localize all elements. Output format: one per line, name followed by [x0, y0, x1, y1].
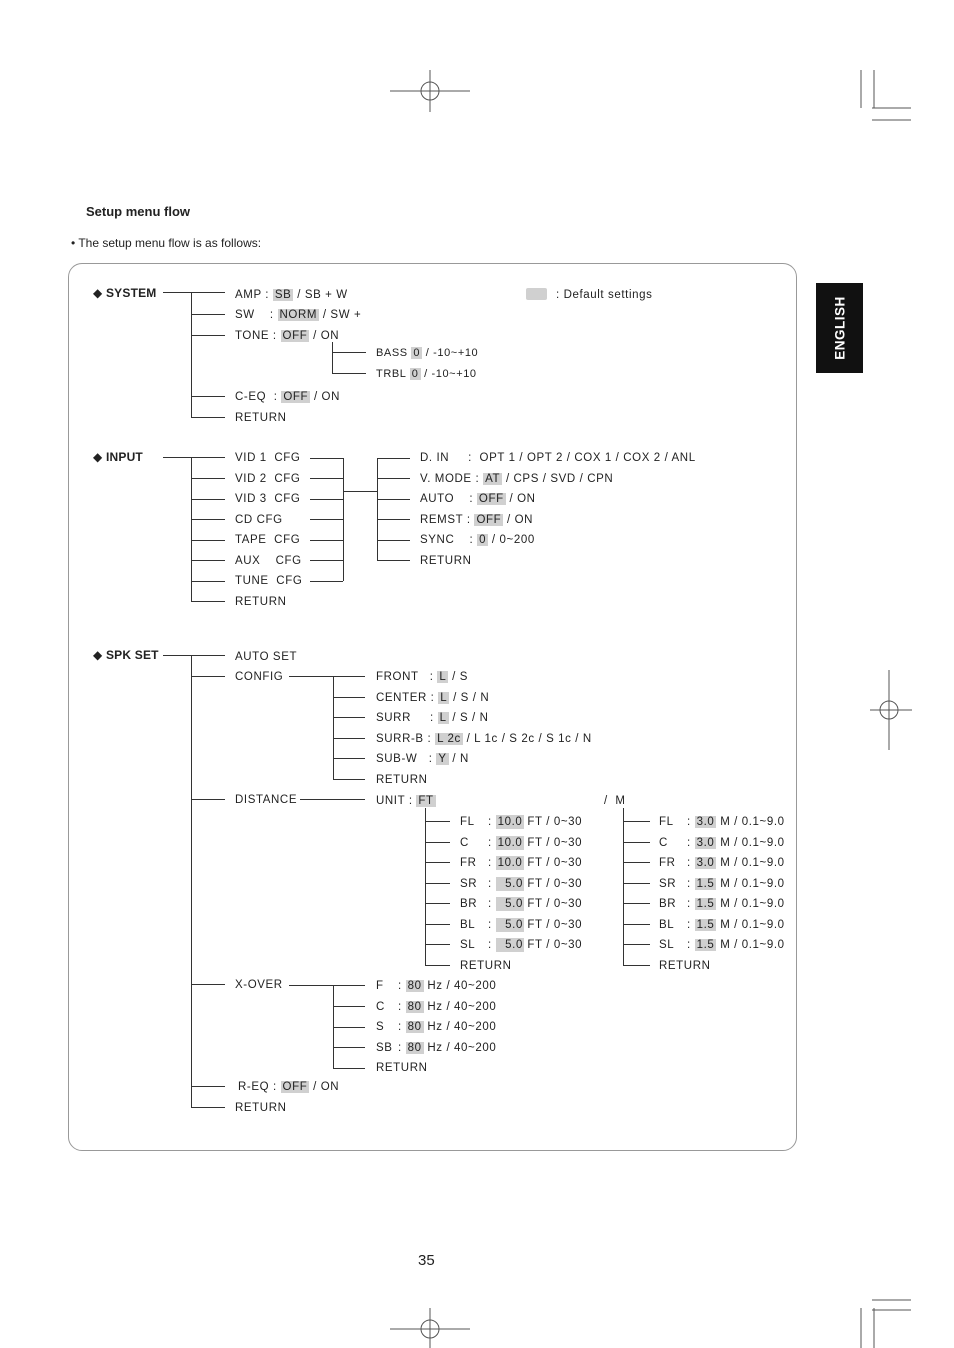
- spk-surrb: SURR-B : L 2c / L 1c / S 2c / S 1c / N: [376, 733, 592, 745]
- spk-front: FRONT : L / S: [376, 671, 469, 683]
- spk-unit-alt: / M: [604, 795, 626, 807]
- dist-ft-row: BR : 5.0 FT / 0~30: [460, 898, 583, 910]
- input-din: D. IN : OPT 1 / OPT 2 / COX 1 / COX 2 / ANL: [420, 452, 696, 464]
- spk-config: CONFIG: [235, 671, 284, 683]
- language-tab: [816, 283, 863, 373]
- registration-mark-right-icon: [870, 670, 912, 750]
- xover-row: S : 80 Hz / 40~200: [376, 1021, 497, 1033]
- dist-ft-row: SL : 5.0 FT / 0~30: [460, 939, 583, 951]
- dist-m-row: BR : 1.5 M / 0.1~9.0: [659, 898, 785, 910]
- section-title: Setup menu flow: [86, 204, 190, 219]
- dist-m-row: BL : 1.5 M / 0.1~9.0: [659, 919, 785, 931]
- system-return: RETURN: [235, 412, 287, 424]
- spk-surr: SURR : L / S / N: [376, 712, 489, 724]
- input-sub-return: RETURN: [420, 555, 472, 567]
- crop-mark-bottom-right-icon: [855, 1298, 911, 1348]
- xover-row: SB : 80 Hz / 40~200: [376, 1042, 497, 1054]
- spk-config-return: RETURN: [376, 774, 428, 786]
- dist-ft-row: FL : 10.0 FT / 0~30: [460, 816, 583, 828]
- xover-return: RETURN: [376, 1062, 428, 1074]
- crop-mark-top-right-icon: [855, 70, 911, 122]
- system-bass: BASS 0 / -10~+10: [376, 347, 479, 359]
- input-item: AUX CFG: [235, 555, 302, 567]
- dist-ft-return: RETURN: [460, 960, 512, 972]
- default-swatch: [526, 288, 547, 300]
- dist-ft-row: BL : 5.0 FT / 0~30: [460, 919, 583, 931]
- spk-heading: ◆ SPK SET: [93, 648, 159, 662]
- input-auto: AUTO : OFF / ON: [420, 493, 536, 505]
- input-item: TAPE CFG: [235, 534, 301, 546]
- input-vmode: V. MODE : AT / CPS / SVD / CPN: [420, 473, 614, 485]
- dist-m-row: SL : 1.5 M / 0.1~9.0: [659, 939, 785, 951]
- registration-mark-top-icon: [390, 70, 470, 112]
- xover-row: C : 80 Hz / 40~200: [376, 1001, 497, 1013]
- page-number: 35: [418, 1252, 435, 1269]
- spk-center: CENTER : L / S / N: [376, 692, 490, 704]
- system-ceq: C-EQ : OFF / ON: [235, 391, 340, 403]
- menu-flow-frame: [68, 263, 797, 1151]
- input-sync: SYNC : 0 / 0~200: [420, 534, 535, 546]
- legend-label: : Default settings: [556, 289, 653, 301]
- system-heading: ◆ SYSTEM: [93, 286, 157, 300]
- spk-req: R-EQ : OFF / ON: [238, 1081, 340, 1093]
- input-return: RETURN: [235, 596, 287, 608]
- spk-auto-set: AUTO SET: [235, 651, 298, 663]
- dist-m-row: FL : 3.0 M / 0.1~9.0: [659, 816, 785, 828]
- spk-unit: UNIT : FT: [376, 795, 434, 807]
- system-amp: AMP : SB / SB + W: [235, 289, 348, 301]
- spk-return: RETURN: [235, 1102, 287, 1114]
- dist-m-row: FR : 3.0 M / 0.1~9.0: [659, 857, 785, 869]
- dist-m-row: C : 3.0 M / 0.1~9.0: [659, 837, 785, 849]
- input-heading: ◆ INPUT: [93, 450, 143, 464]
- input-item: VID 2 CFG: [235, 473, 301, 485]
- input-item: TUNE CFG: [235, 575, 303, 587]
- input-item: CD CFG: [235, 514, 283, 526]
- tab-label: ENGLISH: [832, 296, 847, 360]
- intro-text: • The setup menu flow is as follows:: [71, 236, 262, 250]
- spk-xover: X-OVER: [235, 979, 283, 991]
- dist-m-return: RETURN: [659, 960, 711, 972]
- registration-mark-bottom-icon: [390, 1308, 470, 1348]
- dist-m-row: SR : 1.5 M / 0.1~9.0: [659, 878, 785, 890]
- input-remst: REMST : OFF / ON: [420, 514, 534, 526]
- input-item: VID 3 CFG: [235, 493, 301, 505]
- spk-subw: SUB-W : Y / N: [376, 753, 469, 765]
- system-trbl: TRBL 0 / -10~+10: [376, 368, 477, 380]
- system-tone: TONE : OFF / ON: [235, 330, 340, 342]
- input-item: VID 1 CFG: [235, 452, 301, 464]
- spk-distance: DISTANCE: [235, 794, 298, 806]
- xover-row: F : 80 Hz / 40~200: [376, 980, 497, 992]
- dist-ft-row: C : 10.0 FT / 0~30: [460, 837, 583, 849]
- dist-ft-row: SR : 5.0 FT / 0~30: [460, 878, 583, 890]
- system-sw: SW : NORM / SW +: [235, 309, 362, 321]
- dist-ft-row: FR : 10.0 FT / 0~30: [460, 857, 583, 869]
